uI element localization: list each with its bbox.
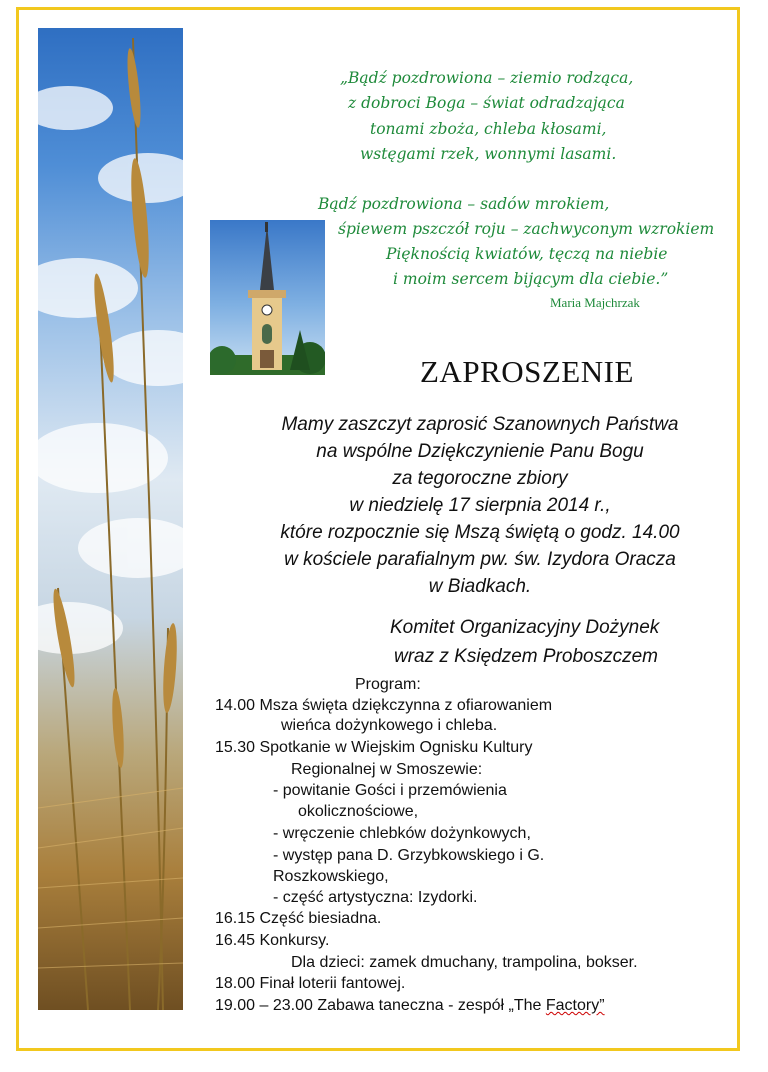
program-line: - występ pana D. Grzybkowskiego i G. — [273, 847, 545, 864]
invitation-line: w Biadkach. — [428, 576, 532, 597]
poem-line: Pięknością kwiatów, tęczą na niebie — [386, 245, 668, 263]
poem-line: „Bądź pozdrowiona – ziemio rodząca, — [340, 69, 634, 87]
poem-line: tonami zboża, chleba kłosami, — [370, 120, 607, 138]
program-line: 16.15 Część biesiadna. — [215, 910, 382, 927]
invitation-line: za tegoroczne zbiory — [392, 468, 568, 489]
program-line: okolicznościowe, — [298, 803, 419, 820]
program-line: - powitanie Gości i przemówienia — [273, 782, 507, 799]
program-line: Dla dzieci: zamek dmuchany, trampolina, bokser. — [291, 954, 638, 971]
program-line: - część artystyczna: Izydorki. — [273, 889, 478, 906]
band-name: Factory” — [545, 997, 605, 1014]
program-line: 16.45 Konkursy. — [215, 932, 330, 949]
invitation-text — [200, 411, 760, 600]
program-line: Roszkowskiego, — [273, 868, 389, 885]
invitation-line: w niedzielę 17 sierpnia 2014 r., — [349, 495, 611, 516]
poem-line: śpiewem pszczół roju – zachwyconym wzrokiem — [338, 220, 715, 238]
poem-author: Maria Majchrzak — [550, 295, 640, 310]
committee-line: wraz z Księdzem Proboszczem — [394, 646, 658, 667]
church-tower-photo — [210, 220, 325, 375]
program-line: - wręczenie chlebków dożynkowych, — [273, 825, 531, 842]
poem-line: i moim sercem bijącym dla ciebie.” — [393, 270, 669, 288]
page-title: ZAPROSZENIE — [420, 354, 634, 389]
program-line: 15.30 Spotkanie w Wiejskim Ognisku Kultury — [215, 739, 533, 756]
invitation-line: w kościele parafialnym pw. św. Izydora Oracza — [284, 549, 676, 570]
program-line-final — [215, 997, 605, 1015]
committee-line: Komitet Organizacyjny Dożynek — [390, 617, 660, 638]
program-line: 14.00 Msza święta dziękczynna z ofiarowaniem — [215, 697, 553, 714]
program-heading: Program: — [355, 676, 421, 693]
poem-line: z dobroci Boga – świat odradzająca — [348, 94, 625, 112]
poem-line: Bądź pozdrowiona – sadów mrokiem, — [318, 195, 610, 213]
invitation-line: Mamy zaszczyt zaprosić Szanownych Państwa — [281, 414, 679, 435]
invitation-line: które rozpocznie się Mszą świętą o godz. 14.00 — [280, 522, 680, 543]
program-line: Regionalnej w Smoszewie: — [291, 761, 483, 778]
wheat-field-image — [38, 28, 183, 1010]
program-line: 18.00 Finał loterii fantowej. — [215, 975, 406, 992]
invitation-line: na wspólne Dziękczynienie Panu Bogu — [316, 441, 644, 462]
poem-line: wstęgami rzek, wonnymi lasami. — [360, 145, 617, 163]
program-line: wieńca dożynkowego i chleba. — [281, 717, 498, 734]
program-line-text: 19.00 – 23.00 Zabawa taneczna - zespół „The — [215, 997, 546, 1014]
